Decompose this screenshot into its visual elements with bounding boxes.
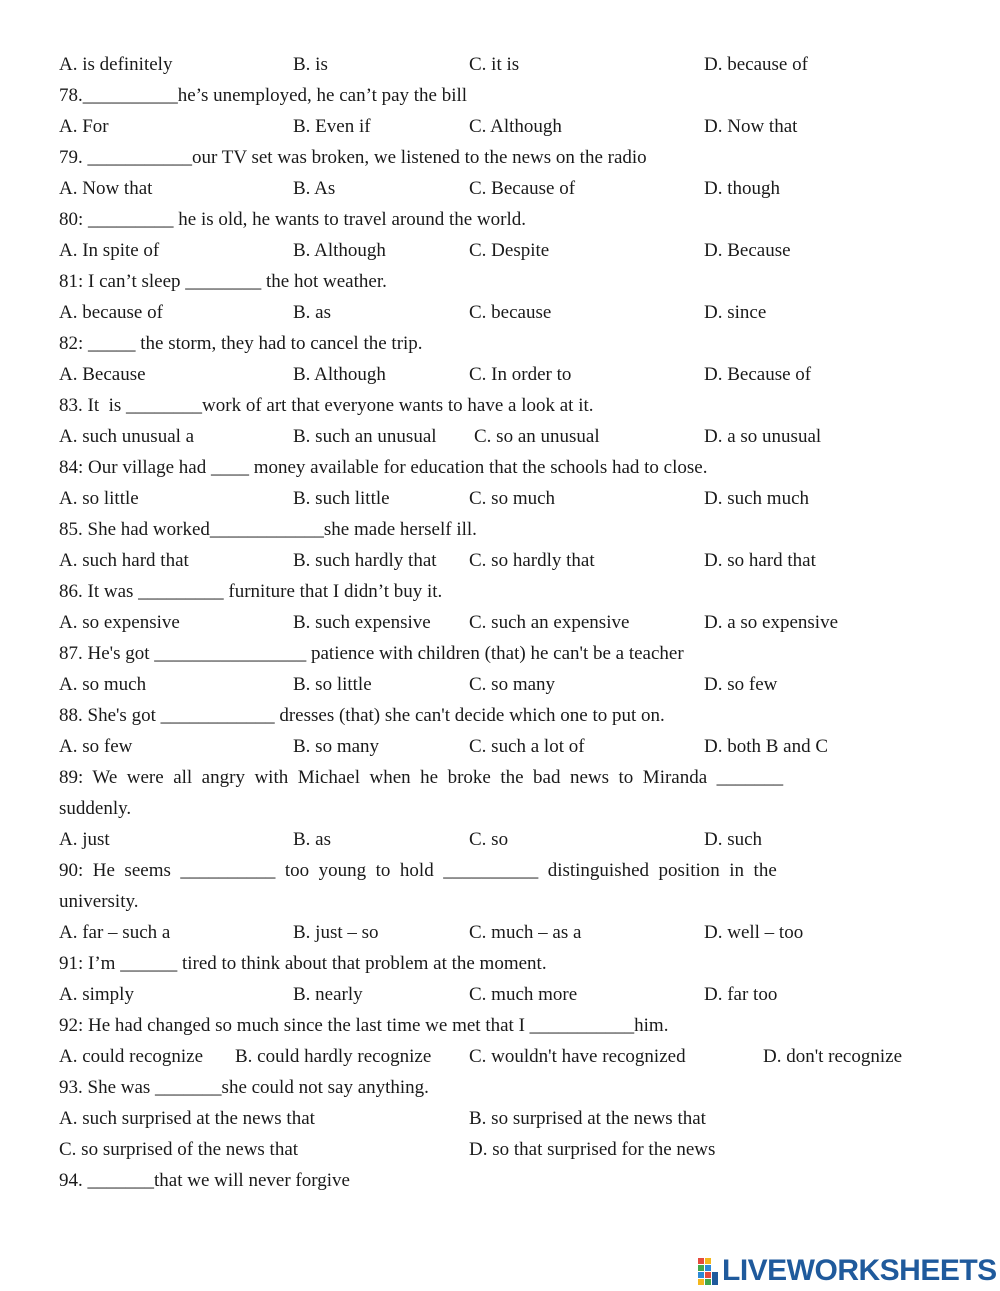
answer-option: A. Now that <box>59 178 153 199</box>
answer-option: C. so surprised of the news that <box>59 1139 299 1160</box>
question-text: 87. He's got ________________ patience with children (that) he can't be a teacher <box>59 643 684 664</box>
answer-option: D. Now that <box>704 116 798 137</box>
answer-option: A. far – such a <box>59 922 171 943</box>
answer-option: B. such hardly that <box>293 550 437 571</box>
answer-option: A. such unusual a <box>59 426 195 447</box>
question-text: 84: Our village had ____ money available for education that the schools had to close. <box>59 457 708 478</box>
answer-option: B. such expensive <box>293 612 431 633</box>
answer-option: B. could hardly recognize <box>235 1046 432 1067</box>
answer-option: B. so little <box>293 674 372 695</box>
answer-option: D. so that surprised for the news <box>469 1139 716 1160</box>
question-text: 91: I’m ______ tired to think about that problem at the moment. <box>59 953 547 974</box>
answer-option: A. is definitely <box>59 54 173 75</box>
answer-option: C. wouldn't have recognized <box>469 1046 686 1067</box>
answer-option: A. so expensive <box>59 612 180 633</box>
answer-option: D. because of <box>704 54 808 75</box>
liveworksheets-logo <box>697 1254 997 1288</box>
answer-option: C. much – as a <box>469 922 582 943</box>
answer-option: B. As <box>293 178 336 199</box>
answer-option: A. simply <box>59 984 134 1005</box>
answer-option: B. such an unusual <box>293 426 437 447</box>
answer-option: D. though <box>704 178 780 199</box>
answer-option: D. Because of <box>704 364 812 385</box>
question-text: 83. It is ________work of art that everyone wants to have a look at it. <box>59 395 594 416</box>
answer-option: B. just – so <box>293 922 379 943</box>
question-text: 89: We were all angry with Michael when he broke the bad news to Miranda _______ <box>59 767 784 788</box>
answer-option: D. so hard that <box>704 550 816 571</box>
question-text: 93. She was _______she could not say anything. <box>59 1077 429 1098</box>
answer-option: B. Even if <box>293 116 371 137</box>
answer-option: C. so hardly that <box>469 550 595 571</box>
question-text: 85. She had worked____________she made herself ill. <box>59 519 477 540</box>
answer-option: D. a so unusual <box>704 426 822 447</box>
question-text: 78.__________he’s unemployed, he can’t pay the bill <box>59 85 468 106</box>
answer-option: C. much more <box>469 984 578 1005</box>
answer-option: C. so much <box>469 488 556 509</box>
question-text: suddenly. <box>59 798 132 819</box>
answer-option: B. as <box>293 302 331 323</box>
answer-option: D. both B and C <box>704 736 829 757</box>
answer-option: B. Although <box>293 240 386 261</box>
answer-option: C. it is <box>469 54 520 75</box>
answer-option: C. In order to <box>469 364 572 385</box>
answer-option: C. because <box>469 302 552 323</box>
answer-option: A. just <box>59 829 110 850</box>
answer-option: C. such an expensive <box>469 612 630 633</box>
question-text: university. <box>59 891 139 912</box>
answer-option: C. Despite <box>469 240 550 261</box>
answer-option: B. is <box>293 54 328 75</box>
answer-option: A. so little <box>59 488 139 509</box>
question-text: 94. _______that we will never forgive <box>59 1170 350 1191</box>
question-text: 80: _________ he is old, he wants to travel around the world. <box>59 209 527 230</box>
answer-option: D. a so expensive <box>704 612 839 633</box>
answer-option: A. so much <box>59 674 147 695</box>
answer-option: D. since <box>704 302 767 323</box>
answer-option: B. so many <box>293 736 380 757</box>
answer-option: D. so few <box>704 674 778 695</box>
answer-option: A. For <box>59 116 109 137</box>
question-text: 86. It was _________ furniture that I didn’t buy it. <box>59 581 443 602</box>
answer-option: A. so few <box>59 736 133 757</box>
answer-option: C. such a lot of <box>469 736 585 757</box>
answer-option: C. Although <box>469 116 562 137</box>
answer-option: C. so <box>469 829 509 850</box>
liveworksheets-logo-text: LIVEWORKSHEETS <box>722 1254 997 1287</box>
answer-option: D. such much <box>704 488 810 509</box>
question-text: 90: He seems __________ too young to hold __________ distinguished position in the <box>59 860 777 881</box>
answer-option: B. as <box>293 829 331 850</box>
answer-option: B. so surprised at the news that <box>469 1108 706 1129</box>
answer-option: B. such little <box>293 488 390 509</box>
answer-option: D. such <box>704 829 763 850</box>
answer-option: A. such surprised at the news that <box>59 1108 315 1129</box>
liveworksheets-logo-icon <box>697 1256 719 1286</box>
answer-option: D. don't recognize <box>763 1046 903 1067</box>
answer-option: C. so many <box>469 674 556 695</box>
question-text: 82: _____ the storm, they had to cancel the trip. <box>59 333 423 354</box>
answer-option: B. Although <box>293 364 386 385</box>
question-text: 79. ___________our TV set was broken, we listened to the news on the radio <box>59 147 647 168</box>
question-text: 92: He had changed so much since the last time we met that I ___________him. <box>59 1015 669 1036</box>
question-text: 88. She's got ____________ dresses (that) she can't decide which one to put on. <box>59 705 665 726</box>
answer-option: A. In spite of <box>59 240 160 261</box>
answer-option: A. could recognize <box>59 1046 204 1067</box>
answer-option: C. so an unusual <box>474 426 600 447</box>
question-text: 81: I can’t sleep ________ the hot weather. <box>59 271 387 292</box>
answer-option: D. Because <box>704 240 791 261</box>
answer-option: A. Because <box>59 364 146 385</box>
answer-option: D. well – too <box>704 922 804 943</box>
answer-option: D. far too <box>704 984 778 1005</box>
answer-option: A. because of <box>59 302 163 323</box>
answer-option: A. such hard that <box>59 550 189 571</box>
answer-option: B. nearly <box>293 984 363 1005</box>
answer-option: C. Because of <box>469 178 576 199</box>
